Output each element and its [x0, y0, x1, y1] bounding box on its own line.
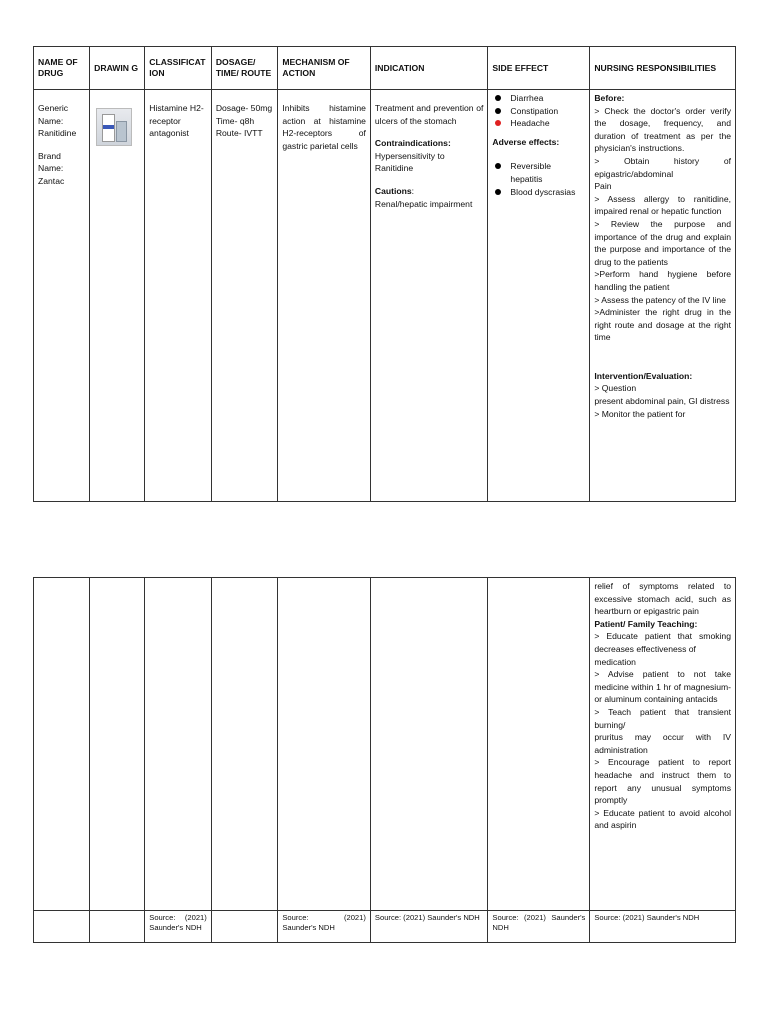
header-name-of-drug: NAME OF DRUG	[34, 47, 90, 90]
header-side-effect: SIDE EFFECT	[488, 47, 590, 90]
header-classification: CLASSIFICAT ION	[145, 47, 212, 90]
source-row	[34, 911, 736, 943]
indication-text: Treatment and prevention of ulcers of the stomach	[374, 103, 484, 126]
brand-label: Brand Name:	[38, 150, 64, 174]
intervention-item: > Monitor the patient for	[594, 408, 686, 419]
contraindications-text: Hypersensitivity to Ranitidine	[374, 150, 445, 174]
mechanism-text: Inhibits histamine action at histamine H2-receptors of gastric parietal cells	[282, 103, 366, 151]
teaching-item: > Teach patient that transient burning/	[594, 706, 731, 730]
before-item: > Assess allergy to ranitidine, impaired renal or hepatic function	[594, 193, 731, 217]
mechanism-cell	[278, 90, 371, 502]
adverse-effect-item: Reversible hepatitis	[492, 160, 585, 185]
nursing-continuation-cell	[590, 578, 736, 911]
intervention-continuation: relief of symptoms related to excessive stomach acid, such as heartburn or epigastric pain	[594, 581, 731, 617]
before-item: > Check the doctor's order verify the dosage, frequency, and duration of treatment as per the physician's instructions.	[594, 105, 731, 154]
adverse-effects-heading: Adverse effects:	[492, 136, 560, 147]
adverse-effect-item: Blood dyscrasias	[492, 186, 585, 199]
teaching-item: > Encourage patient to report headache and instruct them to report any unusual symptoms promptly	[594, 757, 731, 806]
side-effect-list	[492, 92, 585, 130]
dosage-route: Route- IVTT	[215, 128, 263, 139]
teaching-item: > Educate patient that smoking decreases effectiveness of	[594, 631, 731, 654]
generic-label: Generic Name:	[38, 103, 69, 126]
side-effect-item: Headache	[492, 117, 585, 130]
source-nursing: Source: (2021) Saunder's NDH	[590, 911, 736, 943]
dosage-cell	[211, 90, 278, 502]
teaching-item: > Educate patient to avoid alcohol and aspirin	[594, 807, 731, 831]
teaching-heading: Patient/ Family Teaching:	[594, 618, 698, 629]
brand-name: Zantac	[38, 175, 65, 186]
side-effect-item: Constipation	[492, 105, 585, 118]
header-drawing: DRAWIN G	[90, 47, 145, 90]
indication-cell: Treatment and prevention of ulcers of the stomach Contraindications: Hypersensitivity to Ranitidine Cautions: Renal/hepatic impairment	[370, 90, 488, 502]
cautions-heading: Cautions	[374, 185, 412, 196]
intervention-item: > Question	[594, 383, 637, 394]
header-mechanism: MECHANISM OF ACTION	[278, 47, 371, 90]
side-effect-cell	[488, 90, 590, 502]
cautions-text: Renal/hepatic impairment	[374, 198, 473, 209]
before-item: >Perform hand hygiene before handling the patient	[594, 269, 731, 292]
drug-study-table-page-2	[33, 577, 736, 943]
header-dosage: DOSAGE/ TIME/ ROUTE	[211, 47, 278, 90]
dosage-time: Time- q8h	[215, 115, 255, 126]
drug-study-table-page-1	[33, 46, 736, 502]
teaching-item: pruritus may occur with IV administration	[594, 732, 731, 755]
before-item: > Assess the patency of the IV line	[594, 294, 726, 305]
generic-name: Ranitidine	[38, 128, 77, 139]
nursing-cell	[590, 90, 736, 502]
header-nursing-responsibilities: NURSING RESPONSIBILITIES	[590, 47, 736, 90]
medicine-vial-image	[96, 108, 132, 146]
side-effect-item: Diarrhea	[492, 92, 585, 105]
header-indication: INDICATION	[370, 47, 488, 90]
before-item: > Review the purpose and importance of the drug and explain the purpose and importance of the drug to the patients	[594, 218, 731, 267]
source-mechanism: Source: (2021) Saunder's NDH	[278, 911, 371, 943]
before-heading: Before:	[594, 93, 625, 103]
drug-name-cell	[34, 90, 90, 502]
teaching-item: medication	[594, 656, 636, 667]
before-item: Pain	[594, 181, 612, 192]
contraindications-heading: Contraindications:	[374, 138, 451, 149]
continuation-row	[34, 578, 736, 911]
drawing-cell	[90, 90, 145, 502]
source-indication: Source: (2021) Saunder's NDH	[370, 911, 488, 943]
classification-text: Histamine H2-receptor antagonist	[149, 103, 204, 139]
intervention-item: present abdominal pain, GI distress	[594, 396, 730, 407]
before-item: > Obtain history of epigastric/abdominal	[594, 155, 731, 179]
adverse-effect-list	[492, 160, 585, 198]
dosage-dose: Dosage- 50mg	[215, 103, 273, 113]
source-classification: Source: (2021) Saunder's NDH	[145, 911, 212, 943]
intervention-heading: Intervention/Evaluation:	[594, 370, 693, 381]
teaching-item: > Advise patient to not take medicine within 1 hr of magnesium- or aluminum containing antacids	[594, 669, 731, 705]
classification-cell	[145, 90, 212, 502]
header-row	[34, 47, 736, 90]
drug-row	[34, 90, 736, 502]
source-side-effect: Source: (2021) Saunder's NDH	[488, 911, 590, 943]
before-item: >Administer the right drug in the right route and dosage at the right time	[594, 307, 731, 343]
